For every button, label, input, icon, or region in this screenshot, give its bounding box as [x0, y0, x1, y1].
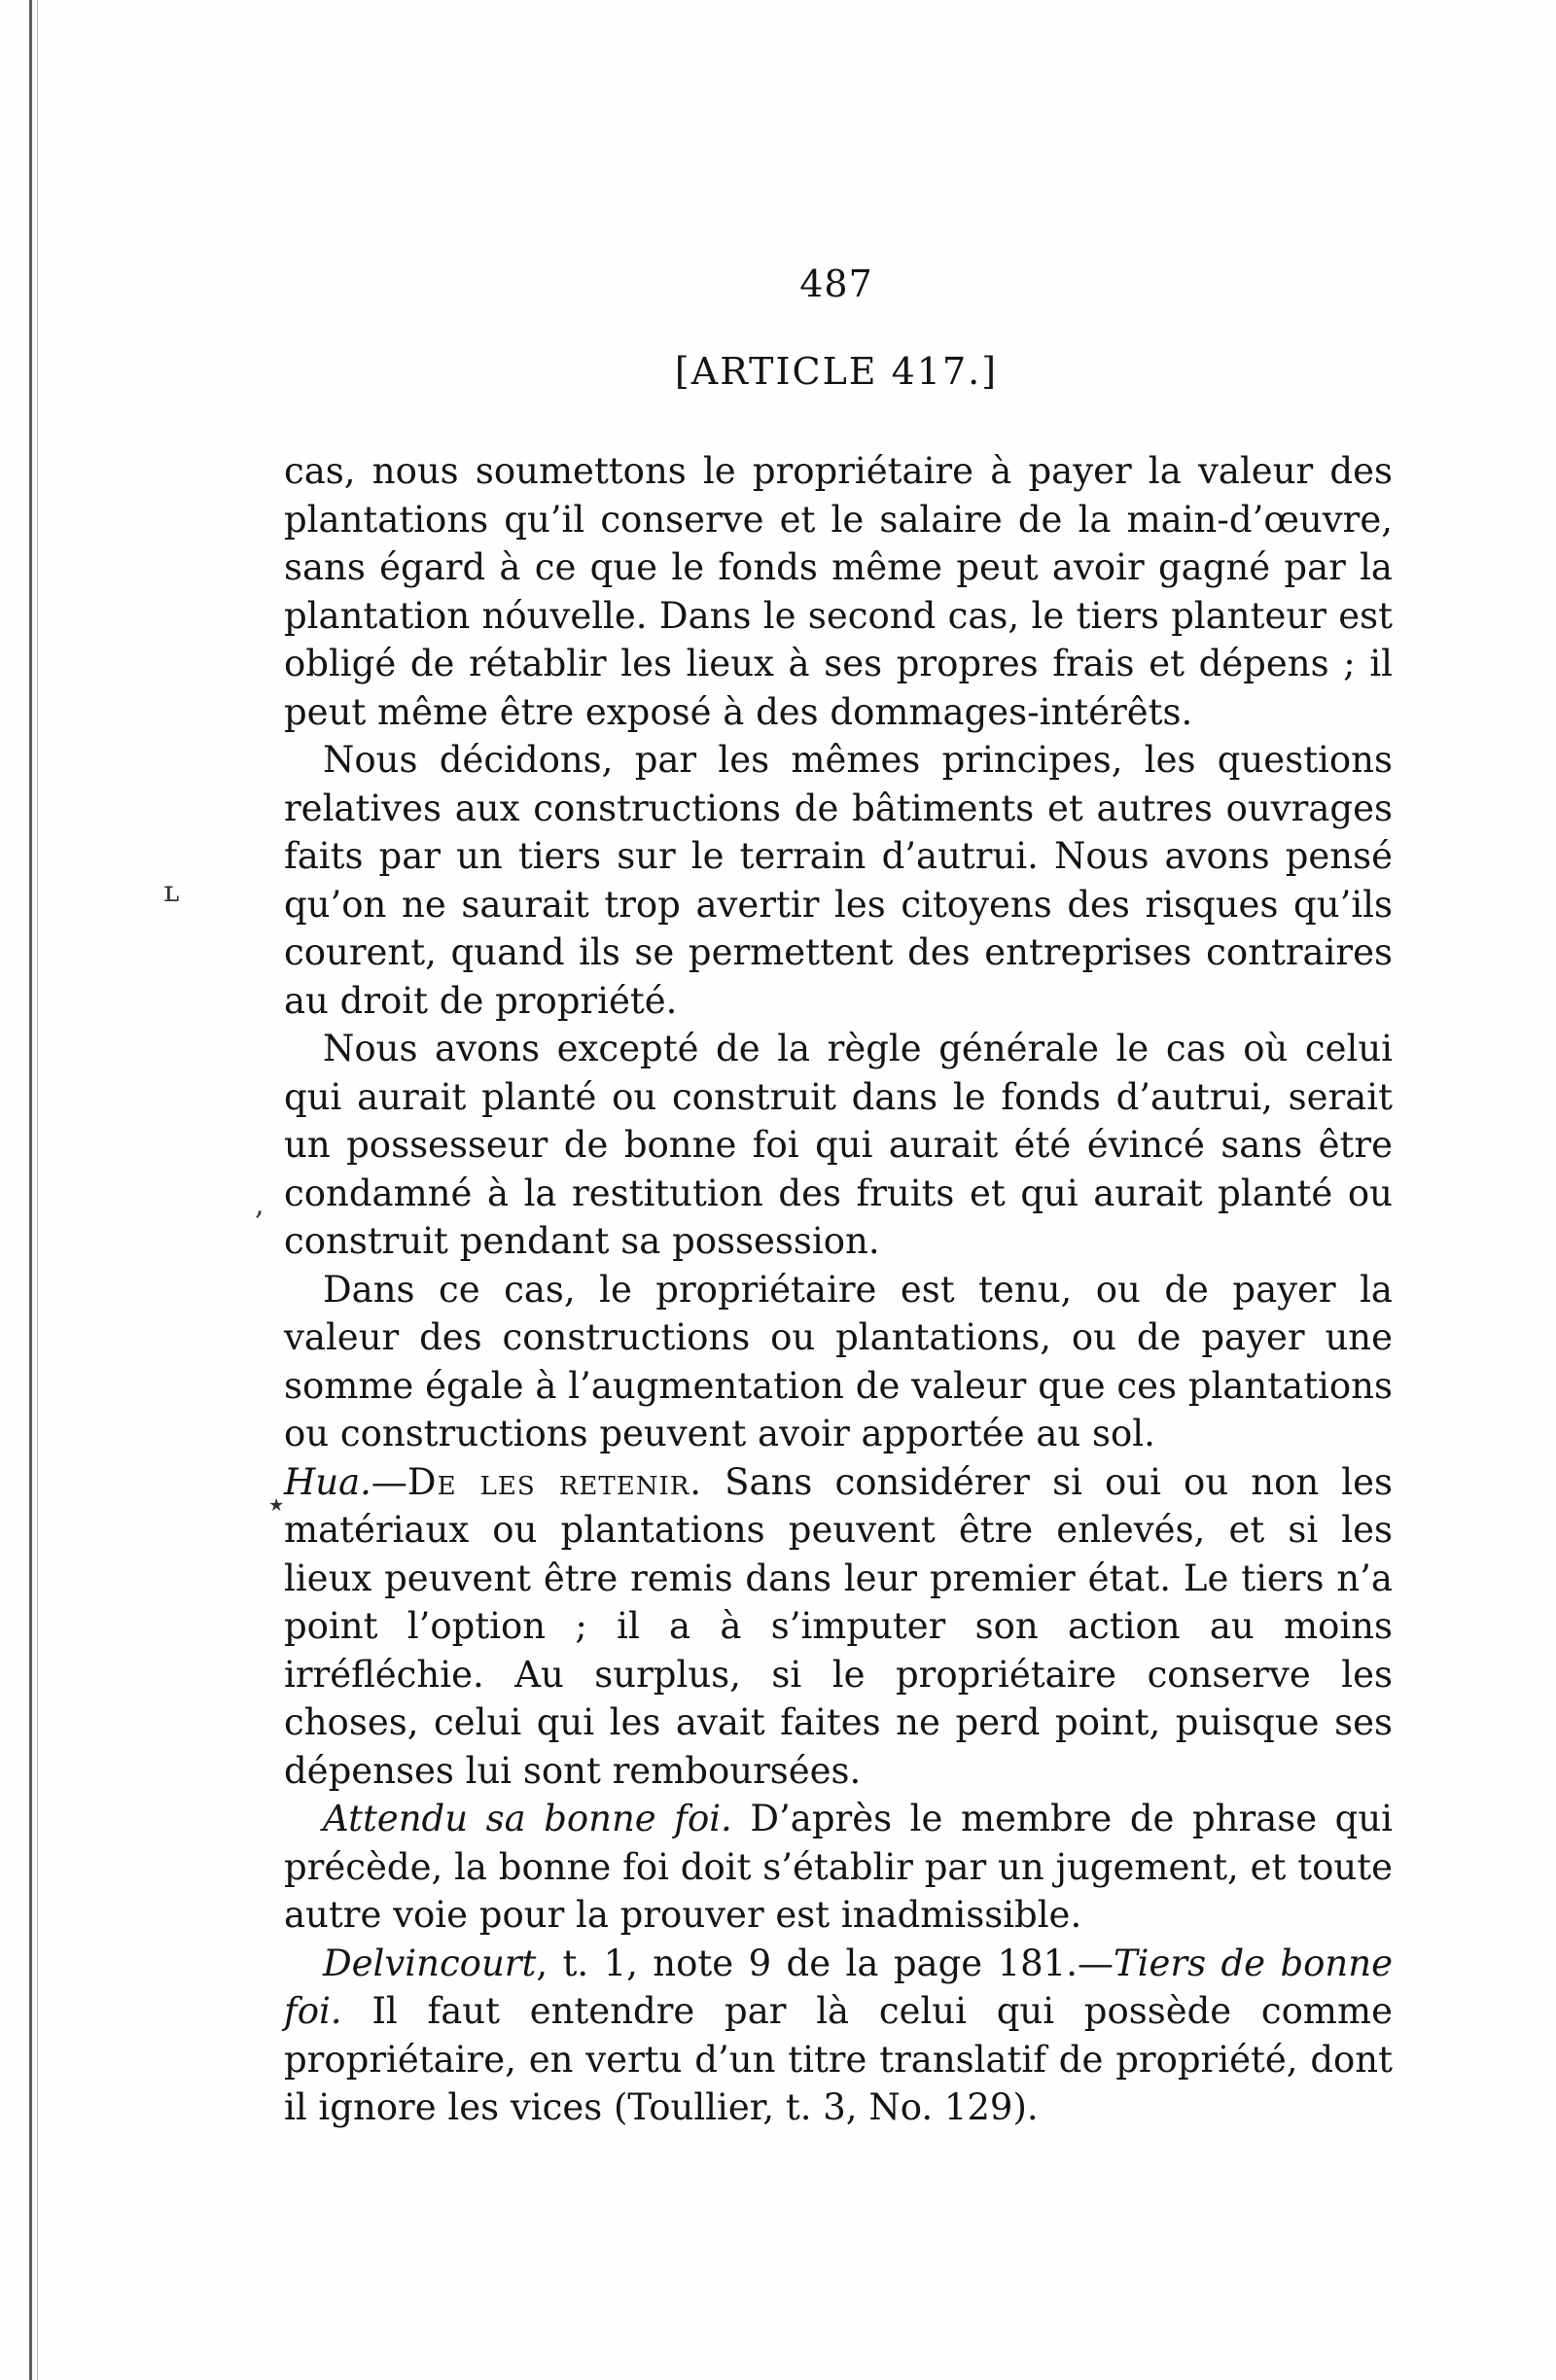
margin-mark: , [255, 1188, 265, 1222]
paragraph-text: Nous décidons, par les mêmes principes, les questions relatives aux constructions de bâtiments et autres ouvrages faits par un tiers sur le terrain d’autrui. Nous avons pensé qu’on ne saurait trop avertir les citoyens des risques qu’ils courent, quand ils se permettent des entreprises contraires au droit de propriété. [284, 739, 1393, 1022]
quoted-term: Attendu sa bonne foi. [323, 1798, 732, 1839]
paragraph-text: cas, nous soumettons le propriétaire à payer la valeur des plantations qu’il conserve et le salaire de la main-d’œuvre, sans égard à ce que le fonds même peut avoir gagné par la plantation nóuvelle. Dans le second cas, le tiers planteur est obligé de rétablir les lieux à ses propres frais et dépens ; il peut même être exposé à des dommages-intérêts. [284, 450, 1393, 733]
author-name: Delvincourt [323, 1942, 537, 1984]
paragraph-5-hua-note [284, 1458, 1393, 1796]
citation-text: , t. 1, note 9 de la page 181.— [536, 1942, 1114, 1984]
page-number: 487 [799, 262, 873, 305]
margin-mark: ʟ [163, 875, 180, 909]
paragraph-2 [284, 736, 1393, 1025]
paragraph-text: Il faut entendre par là celui qui possède comme propriétaire, en vertu d’un titre translatif de propriété, dont il ignore les vices (Toullier, t. 3, No. 129). [284, 1990, 1393, 2128]
paragraph-text: Dans ce cas, le propriétaire est tenu, ou de payer la valeur des constructions ou plantations, ou de payer une somme égale à l’augmentation de valeur que ces plantations ou constructions peuvent avoir apportée au sol. [284, 1268, 1393, 1454]
paragraph-4 [284, 1266, 1393, 1458]
paragraph-text: Sans considérer si oui ou non les matériaux ou plantations peuvent être enlevés, et si les lieux peuvent être remis dans leur premier état. Le tiers n’a point l’option ; il a à s’imputer son action au moins irréfléchie. Au surplus, si le propriétaire conserve les choses, celui qui les avait faites ne perd point, puisque ses dépenses lui sont remboursées. [284, 1460, 1393, 1792]
paragraph-text: Nous avons excepté de la règle générale le cas où celui qui aurait planté ou construit dans le fonds d’autrui, serait un possesseur de bonne foi qui aurait été évincé sans être condamné à la restitution des fruits et qui aurait planté ou construit pendant sa possession. [284, 1028, 1393, 1262]
paragraph-1 [284, 447, 1393, 736]
author-name: Hua. [284, 1460, 371, 1503]
paragraph-7 [284, 1940, 1393, 2132]
paragraph-3 [284, 1025, 1393, 1266]
paragraph-6 [284, 1795, 1393, 1940]
body-text [284, 447, 1393, 2132]
article-heading: [ARTICLE 417.] [674, 350, 999, 393]
dash: — [371, 1460, 407, 1503]
paragraph-text: D’après le membre de phrase qui précède, la bonne foi doit s’établir par un jugement, et toute autre voie pour la prouver est inadmissible. [284, 1798, 1393, 1936]
margin-mark: ٭ [268, 1488, 285, 1522]
quoted-term: Tiers de bonne foi. [284, 1942, 1393, 2032]
quoted-term: De les retenir. [407, 1460, 703, 1503]
